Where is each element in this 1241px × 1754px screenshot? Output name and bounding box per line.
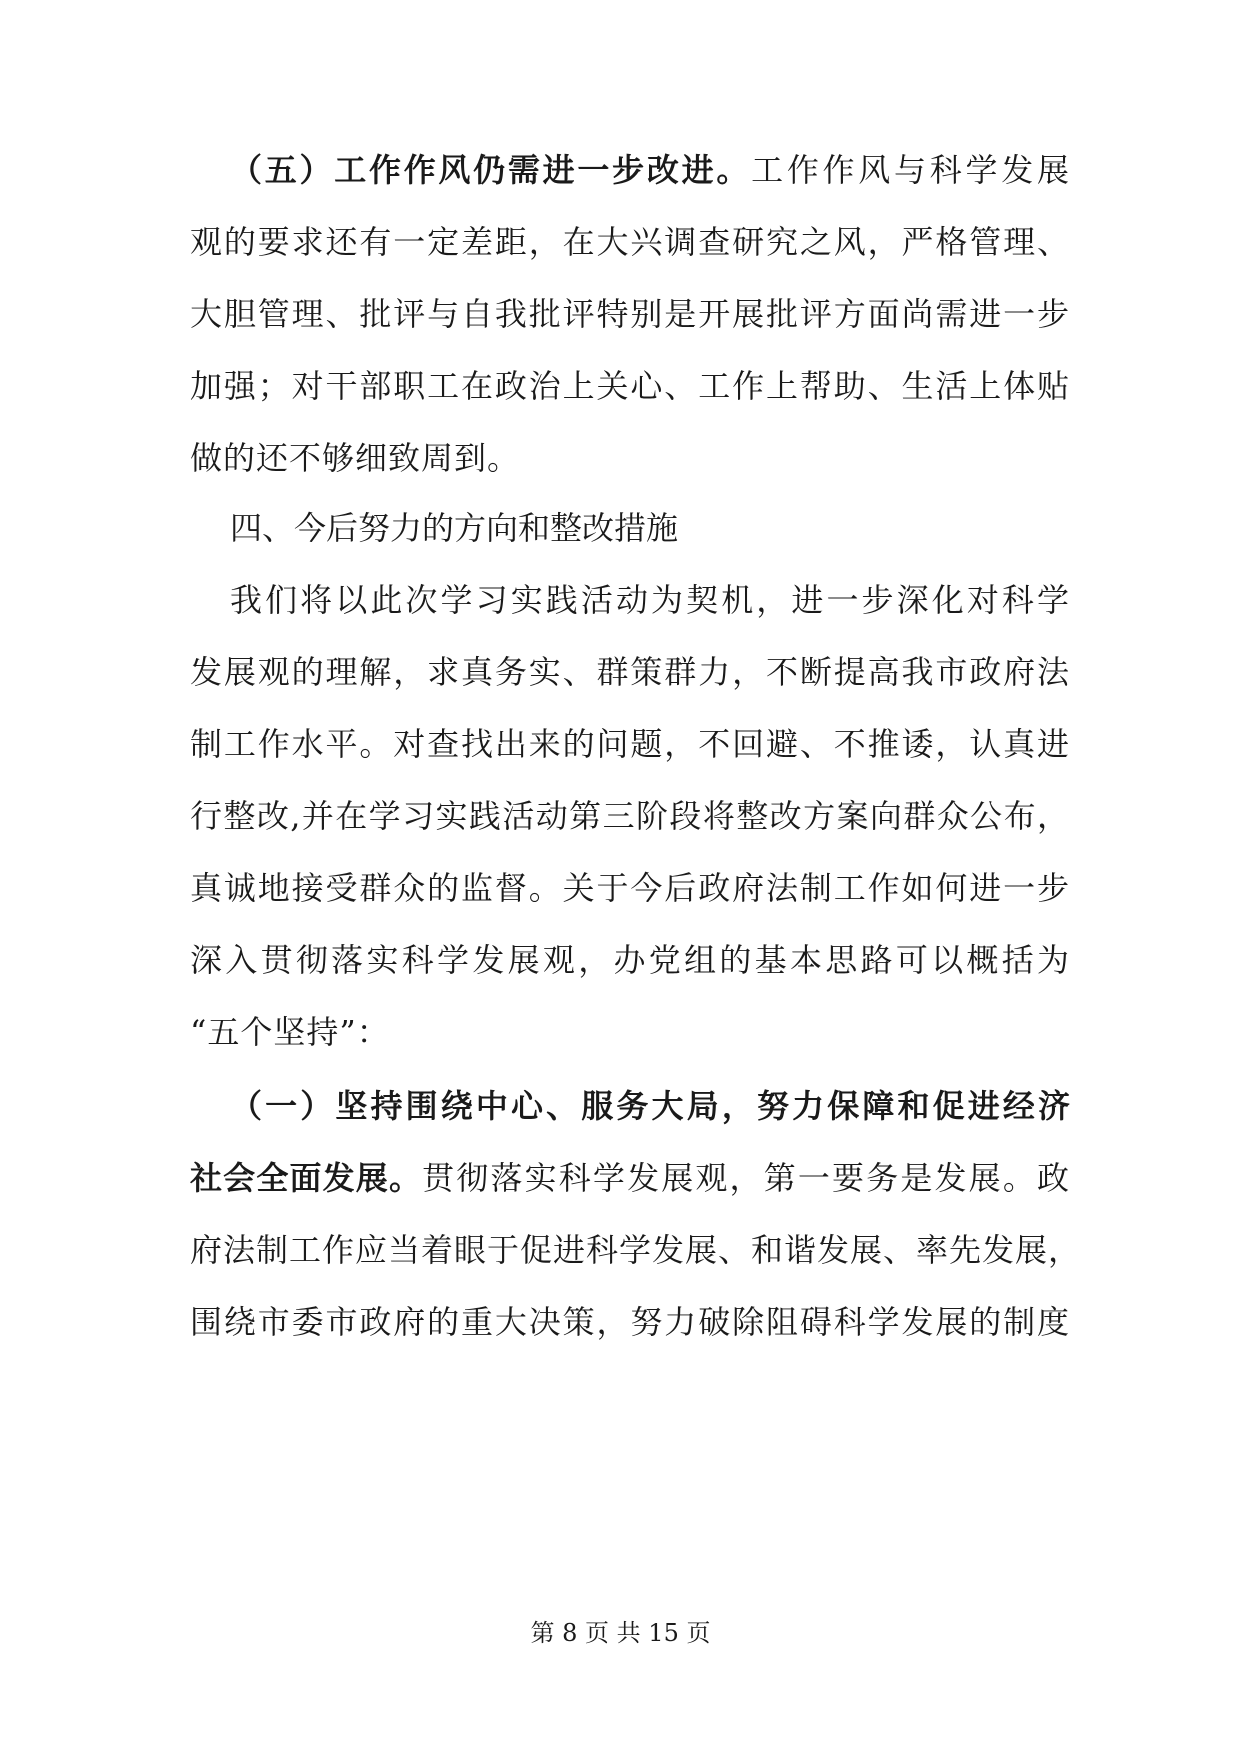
paragraph-one-line-4: 围绕市委市政府的重大决策，努力破除阻碍科学发展的制度 bbox=[190, 1303, 1070, 1341]
intro-paragraph-line-6: 深入贯彻落实科学发展观，办党组的基本思路可以概括为 bbox=[190, 941, 1070, 979]
paragraph-five-line-5: 做的还不够细致周到。 bbox=[190, 439, 521, 477]
intro-paragraph-line-4: 行整改,并在学习实践活动第三阶段将整改方案向群众公布， bbox=[190, 797, 1070, 835]
intro-paragraph-line-2: 发展观的理解，求真务实、群策群力，不断提高我市政府法 bbox=[190, 653, 1070, 691]
paragraph-five-line-3: 大胆管理、批评与自我批评特别是开展批评方面尚需进一步 bbox=[190, 295, 1070, 333]
paragraph-five-line-4: 加强；对干部职工在政治上关心、工作上帮助、生活上体贴 bbox=[190, 367, 1070, 405]
paragraph-five-line-1 bbox=[230, 150, 1070, 190]
section-four-heading: 四、今后努力的方向和整改措施 bbox=[230, 509, 679, 547]
paragraph-one-heading: （一）坚持围绕中心、服务大局，努力保障和促进经济 bbox=[230, 1087, 1070, 1125]
paragraph-five-heading: （五）工作作风仍需进一步改进。 bbox=[230, 151, 752, 189]
page-number-footer: 第 8 页 共 15 页 bbox=[530, 1619, 711, 1647]
intro-paragraph-line-7: “五个坚持”： bbox=[190, 1013, 390, 1051]
intro-paragraph-line-5: 真诚地接受群众的监督。关于今后政府法制工作如何进一步 bbox=[190, 869, 1070, 907]
intro-paragraph-line-3: 制工作水平。对查找出来的问题，不回避、不推诿，认真进 bbox=[190, 725, 1070, 763]
paragraph-one-line-2-text: 贯彻落实科学发展观，第一要务是发展。政 bbox=[422, 1159, 1070, 1197]
paragraph-one-heading-end: 社会全面发展。 bbox=[190, 1159, 423, 1197]
paragraph-five-line-2: 观的要求还有一定差距，在大兴调查研究之风，严格管理、 bbox=[190, 223, 1070, 261]
paragraph-five-line-1-text: 工作作风与科学发展 bbox=[751, 151, 1070, 189]
paragraph-one-line-2 bbox=[190, 1158, 1070, 1198]
intro-paragraph-line-1: 我们将以此次学习实践活动为契机，进一步深化对科学 bbox=[230, 581, 1070, 619]
paragraph-one-line-3: 府法制工作应当着眼于促进科学发展、和谐发展、率先发展， bbox=[190, 1231, 1082, 1269]
